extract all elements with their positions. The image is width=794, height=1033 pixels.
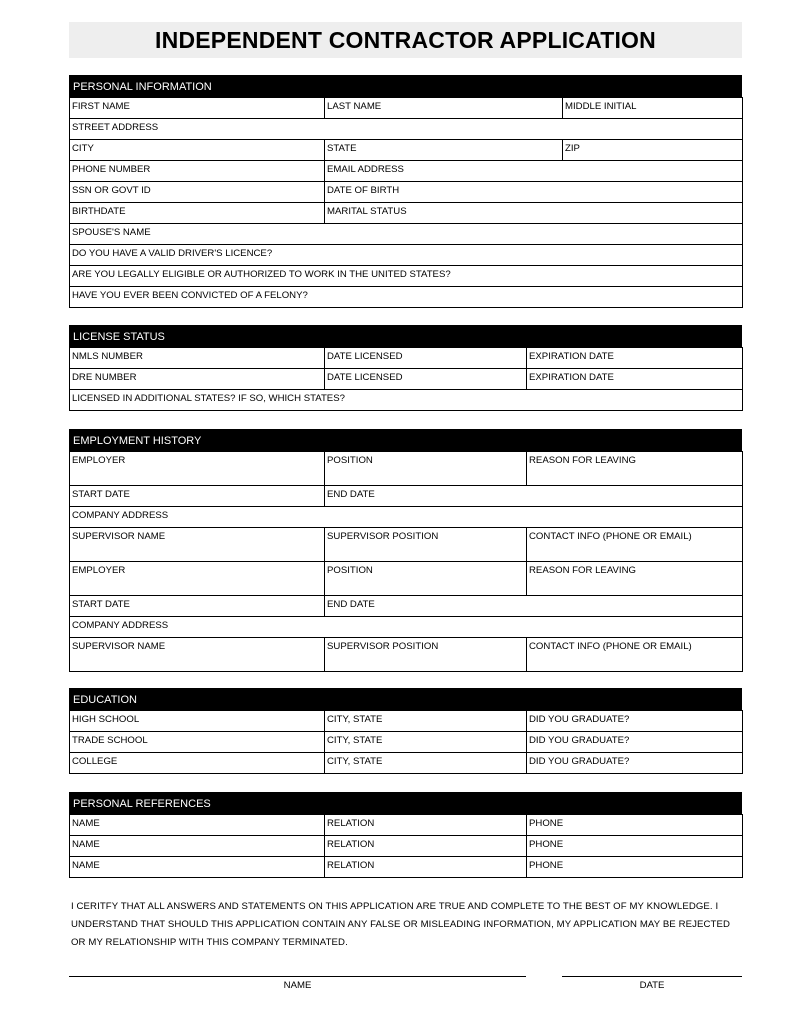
section-heading-personal: PERSONAL INFORMATION bbox=[69, 75, 742, 97]
email-address-field[interactable]: EMAIL ADDRESS bbox=[325, 161, 743, 182]
dre-number-field[interactable]: DRE NUMBER bbox=[70, 369, 325, 390]
employment-table bbox=[69, 451, 743, 672]
reference-1-name-field[interactable]: NAME bbox=[70, 815, 325, 836]
end-date-2-field[interactable]: END DATE bbox=[325, 596, 743, 617]
start-date-1-field[interactable]: START DATE bbox=[70, 486, 325, 507]
section-heading-references: PERSONAL REFERENCES bbox=[69, 792, 742, 814]
contact-info-2-field[interactable]: CONTACT INFO (PHONE OR EMAIL) bbox=[527, 638, 743, 672]
street-address-field[interactable]: STREET ADDRESS bbox=[70, 119, 743, 140]
college-field[interactable]: COLLEGE bbox=[70, 753, 325, 774]
position-2-field[interactable]: POSITION bbox=[325, 562, 527, 596]
employer-1-field[interactable]: EMPLOYER bbox=[70, 452, 325, 486]
zip-field[interactable]: ZIP bbox=[563, 140, 743, 161]
page-title: INDEPENDENT CONTRACTOR APPLICATION bbox=[155, 26, 656, 53]
high-school-graduate-field[interactable]: DID YOU GRADUATE? bbox=[527, 711, 743, 732]
nmls-expiration-date-field[interactable]: EXPIRATION DATE bbox=[527, 348, 743, 369]
date-of-birth-field[interactable]: DATE OF BIRTH bbox=[325, 182, 743, 203]
work-eligibility-field[interactable]: ARE YOU LEGALLY ELIGIBLE OR AUTHORIZED TO WORK IN THE UNITED STATES? bbox=[70, 266, 743, 287]
drivers-licence-field[interactable]: DO YOU HAVE A VALID DRIVER'S LICENCE? bbox=[70, 245, 743, 266]
state-field[interactable]: STATE bbox=[325, 140, 563, 161]
reason-for-leaving-1-field[interactable]: REASON FOR LEAVING bbox=[527, 452, 743, 486]
dre-expiration-date-field[interactable]: EXPIRATION DATE bbox=[527, 369, 743, 390]
license-table bbox=[69, 347, 743, 411]
college-graduate-field[interactable]: DID YOU GRADUATE? bbox=[527, 753, 743, 774]
supervisor-position-1-field[interactable]: SUPERVISOR POSITION bbox=[325, 528, 527, 562]
last-name-field[interactable]: LAST NAME bbox=[325, 98, 563, 119]
trade-school-field[interactable]: TRADE SCHOOL bbox=[70, 732, 325, 753]
name-signature-line[interactable] bbox=[69, 976, 526, 977]
reference-3-name-field[interactable]: NAME bbox=[70, 857, 325, 878]
supervisor-position-2-field[interactable]: SUPERVISOR POSITION bbox=[325, 638, 527, 672]
position-1-field[interactable]: POSITION bbox=[325, 452, 527, 486]
birthdate-field[interactable]: BIRTHDATE bbox=[70, 203, 325, 224]
employer-2-field[interactable]: EMPLOYER bbox=[70, 562, 325, 596]
end-date-1-field[interactable]: END DATE bbox=[325, 486, 743, 507]
contact-info-1-field[interactable]: CONTACT INFO (PHONE OR EMAIL) bbox=[527, 528, 743, 562]
reference-1-relation-field[interactable]: RELATION bbox=[325, 815, 527, 836]
certification-statement: I CERITFY THAT ALL ANSWERS AND STATEMENTS ON THIS APPLICATION ARE TRUE AND COMPLETE TO THE BEST OF MY KNOWLEDGE. I UNDERSTAND THAT SHOULD THIS APPLICATION CONTAIN ANY FALSE OR MISLEADING INFORMATION, MY APPLICATION MAY BE REJECTED OR MY RELATIONSHIP WITH THIS COMPANY TERMINATED. bbox=[71, 901, 731, 948]
first-name-field[interactable]: FIRST NAME bbox=[70, 98, 325, 119]
phone-number-field[interactable]: PHONE NUMBER bbox=[70, 161, 325, 182]
reference-2-relation-field[interactable]: RELATION bbox=[325, 836, 527, 857]
marital-status-field[interactable]: MARITAL STATUS bbox=[325, 203, 743, 224]
section-heading-education: EDUCATION bbox=[69, 688, 742, 710]
section-heading-employment: EMPLOYMENT HISTORY bbox=[69, 429, 742, 451]
additional-states-field[interactable]: LICENSED IN ADDITIONAL STATES? IF SO, WHICH STATES? bbox=[70, 390, 743, 411]
reference-2-name-field[interactable]: NAME bbox=[70, 836, 325, 857]
company-address-2-field[interactable]: COMPANY ADDRESS bbox=[70, 617, 743, 638]
middle-initial-field[interactable]: MIDDLE INITIAL bbox=[563, 98, 743, 119]
college-city-state-field[interactable]: CITY, STATE bbox=[325, 753, 527, 774]
section-education bbox=[69, 688, 742, 774]
section-personal-references bbox=[69, 792, 742, 878]
reference-3-phone-field[interactable]: PHONE bbox=[527, 857, 743, 878]
section-license-status bbox=[69, 325, 742, 411]
date-signature-line[interactable] bbox=[562, 976, 742, 977]
section-heading-license: LICENSE STATUS bbox=[69, 325, 742, 347]
section-personal-information bbox=[69, 75, 742, 308]
nmls-number-field[interactable]: NMLS NUMBER bbox=[70, 348, 325, 369]
date-signature-label: DATE bbox=[639, 980, 665, 991]
start-date-2-field[interactable]: START DATE bbox=[70, 596, 325, 617]
section-employment-history bbox=[69, 429, 742, 672]
supervisor-name-2-field[interactable]: SUPERVISOR NAME bbox=[70, 638, 325, 672]
references-table bbox=[69, 814, 743, 878]
spouse-name-field[interactable]: SPOUSE'S NAME bbox=[70, 224, 743, 245]
company-address-1-field[interactable]: COMPANY ADDRESS bbox=[70, 507, 743, 528]
high-school-city-state-field[interactable]: CITY, STATE bbox=[325, 711, 527, 732]
city-field[interactable]: CITY bbox=[70, 140, 325, 161]
felony-field[interactable]: HAVE YOU EVER BEEN CONVICTED OF A FELONY? bbox=[70, 287, 743, 308]
ssn-field[interactable]: SSN OR GOVT ID bbox=[70, 182, 325, 203]
high-school-field[interactable]: HIGH SCHOOL bbox=[70, 711, 325, 732]
name-signature-label: NAME bbox=[283, 980, 312, 991]
personal-table bbox=[69, 97, 743, 308]
reference-1-phone-field[interactable]: PHONE bbox=[527, 815, 743, 836]
education-table bbox=[69, 710, 743, 774]
dre-date-licensed-field[interactable]: DATE LICENSED bbox=[325, 369, 527, 390]
supervisor-name-1-field[interactable]: SUPERVISOR NAME bbox=[70, 528, 325, 562]
title-bar bbox=[69, 22, 742, 58]
reason-for-leaving-2-field[interactable]: REASON FOR LEAVING bbox=[527, 562, 743, 596]
trade-school-city-state-field[interactable]: CITY, STATE bbox=[325, 732, 527, 753]
nmls-date-licensed-field[interactable]: DATE LICENSED bbox=[325, 348, 527, 369]
reference-3-relation-field[interactable]: RELATION bbox=[325, 857, 527, 878]
reference-2-phone-field[interactable]: PHONE bbox=[527, 836, 743, 857]
trade-school-graduate-field[interactable]: DID YOU GRADUATE? bbox=[527, 732, 743, 753]
